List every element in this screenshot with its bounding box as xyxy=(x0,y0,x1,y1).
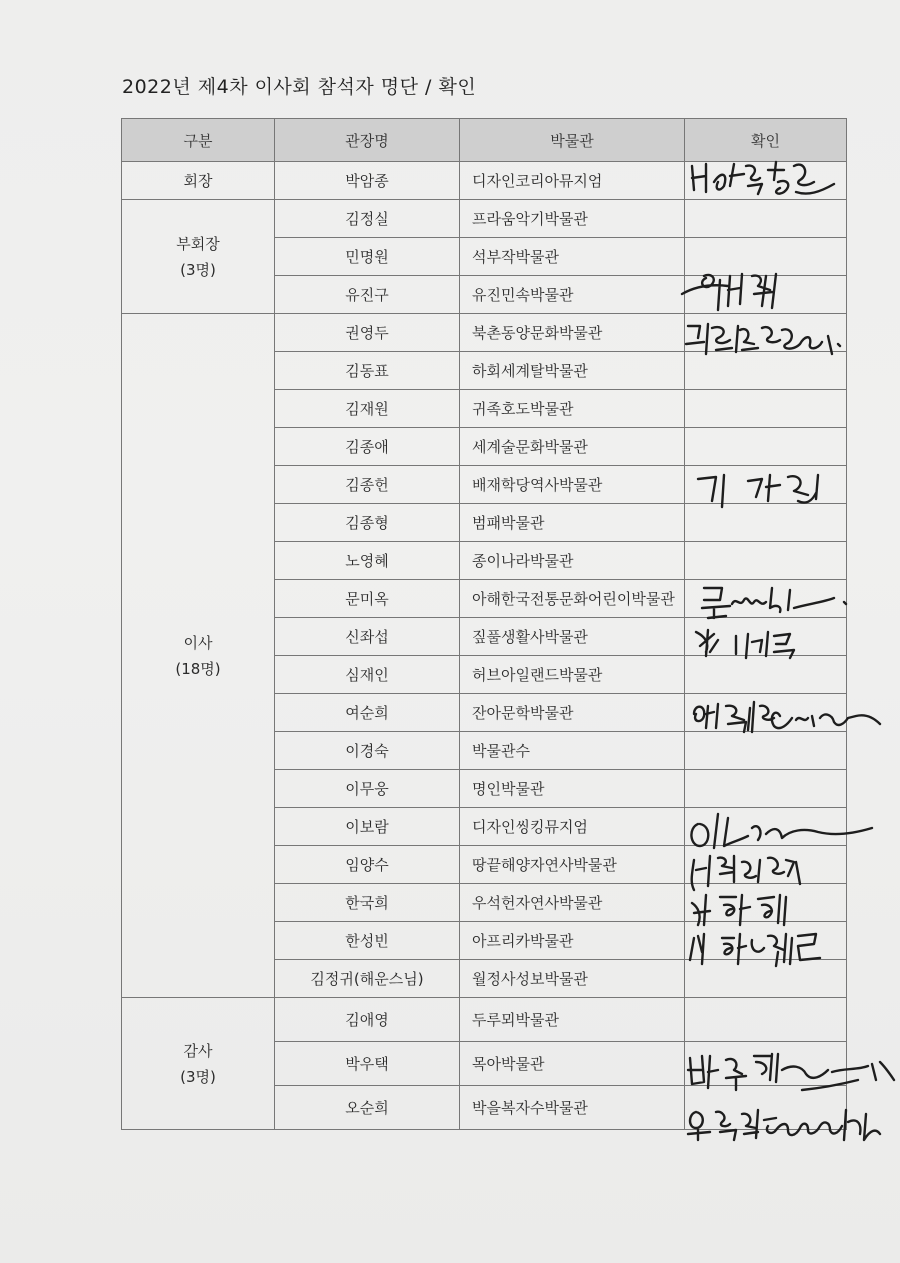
museum-name: 명인박물관 xyxy=(460,770,685,808)
director-name: 한성빈 xyxy=(275,922,460,960)
confirm-cell xyxy=(685,238,847,276)
group-cell-vice-chairman xyxy=(122,200,275,314)
museum-name: 두루뫼박물관 xyxy=(460,998,685,1042)
director-name: 권영두 xyxy=(275,314,460,352)
museum-name: 디자인씽킹뮤지엄 xyxy=(460,808,685,846)
museum-name: 귀족호도박물관 xyxy=(460,390,685,428)
director-name: 박우택 xyxy=(275,1042,460,1086)
museum-name: 목아박물관 xyxy=(460,1042,685,1086)
director-name: 한국희 xyxy=(275,884,460,922)
table-header-row xyxy=(122,119,847,162)
director-name: 여순희 xyxy=(275,694,460,732)
director-name: 김정귀(해운스님) xyxy=(275,960,460,998)
director-name: 신좌섭 xyxy=(275,618,460,656)
confirm-cell xyxy=(685,770,847,808)
confirm-cell xyxy=(685,884,847,922)
header-director-name: 관장명 xyxy=(275,119,460,162)
museum-name: 세계술문화박물관 xyxy=(460,428,685,466)
museum-name: 박을복자수박물관 xyxy=(460,1086,685,1130)
group-cell-chairman xyxy=(122,162,275,200)
confirm-cell xyxy=(685,656,847,694)
museum-name: 범패박물관 xyxy=(460,504,685,542)
group-count: (3명) xyxy=(180,260,216,279)
confirm-cell xyxy=(685,580,847,618)
director-name: 김종형 xyxy=(275,504,460,542)
director-name: 노영혜 xyxy=(275,542,460,580)
confirm-cell xyxy=(685,618,847,656)
museum-name: 디자인코리아뮤지엄 xyxy=(460,162,685,200)
confirm-cell xyxy=(685,276,847,314)
document-title: 2022년 제4차 이사회 참석자 명단 / 확인 xyxy=(122,76,477,98)
museum-name: 아프리카박물관 xyxy=(460,922,685,960)
header-museum: 박물관 xyxy=(460,119,685,162)
museum-name: 짚풀생활사박물관 xyxy=(460,618,685,656)
museum-name: 석부작박물관 xyxy=(460,238,685,276)
museum-name: 하회세계탈박물관 xyxy=(460,352,685,390)
group-count: (18명) xyxy=(175,659,221,678)
director-name: 김애영 xyxy=(275,998,460,1042)
museum-name: 월정사성보박물관 xyxy=(460,960,685,998)
confirm-cell xyxy=(685,466,847,504)
museum-name: 북촌동양문화박물관 xyxy=(460,314,685,352)
director-name: 유진구 xyxy=(275,276,460,314)
attendee-table xyxy=(121,118,847,1130)
director-name: 박암종 xyxy=(275,162,460,200)
confirm-cell xyxy=(685,390,847,428)
museum-name: 우석헌자연사박물관 xyxy=(460,884,685,922)
group-cell-auditor xyxy=(122,998,275,1130)
group-label: 부회장 xyxy=(176,234,220,253)
director-name: 이보람 xyxy=(275,808,460,846)
table-row xyxy=(122,162,847,200)
group-count: (3명) xyxy=(180,1067,216,1086)
confirm-cell xyxy=(685,504,847,542)
confirm-cell xyxy=(685,352,847,390)
confirm-cell xyxy=(685,998,847,1042)
confirm-cell xyxy=(685,162,847,200)
director-name: 김동표 xyxy=(275,352,460,390)
group-label: 이사 xyxy=(183,633,213,652)
table-row xyxy=(122,998,847,1042)
director-name: 김정실 xyxy=(275,200,460,238)
director-name: 임양수 xyxy=(275,846,460,884)
confirm-cell xyxy=(685,960,847,998)
confirm-cell xyxy=(685,200,847,238)
museum-name: 배재학당역사박물관 xyxy=(460,466,685,504)
table-row xyxy=(122,314,847,352)
director-name: 김재원 xyxy=(275,390,460,428)
group-cell-director xyxy=(122,314,275,998)
header-confirm: 확인 xyxy=(685,119,847,162)
museum-name: 유진민속박물관 xyxy=(460,276,685,314)
museum-name: 박물관수 xyxy=(460,732,685,770)
director-name: 김종애 xyxy=(275,428,460,466)
director-name: 민명원 xyxy=(275,238,460,276)
museum-name: 아해한국전통문화어린이박물관 xyxy=(460,580,685,618)
museum-name: 종이나라박물관 xyxy=(460,542,685,580)
confirm-cell xyxy=(685,732,847,770)
confirm-cell xyxy=(685,808,847,846)
director-name: 이무웅 xyxy=(275,770,460,808)
director-name: 오순희 xyxy=(275,1086,460,1130)
confirm-cell xyxy=(685,428,847,466)
director-name: 문미옥 xyxy=(275,580,460,618)
museum-name: 땅끝해양자연사박물관 xyxy=(460,846,685,884)
confirm-cell xyxy=(685,314,847,352)
confirm-cell xyxy=(685,1042,847,1086)
table-row xyxy=(122,200,847,238)
group-label: 감사 xyxy=(183,1041,213,1060)
confirm-cell xyxy=(685,694,847,732)
confirm-cell xyxy=(685,542,847,580)
confirm-cell xyxy=(685,846,847,884)
director-name: 심재인 xyxy=(275,656,460,694)
director-name: 김종헌 xyxy=(275,466,460,504)
museum-name: 프라움악기박물관 xyxy=(460,200,685,238)
group-label: 회장 xyxy=(183,171,213,190)
confirm-cell xyxy=(685,922,847,960)
museum-name: 잔아문학박물관 xyxy=(460,694,685,732)
header-category: 구분 xyxy=(122,119,275,162)
museum-name: 허브아일랜드박물관 xyxy=(460,656,685,694)
confirm-cell xyxy=(685,1086,847,1130)
director-name: 이경숙 xyxy=(275,732,460,770)
